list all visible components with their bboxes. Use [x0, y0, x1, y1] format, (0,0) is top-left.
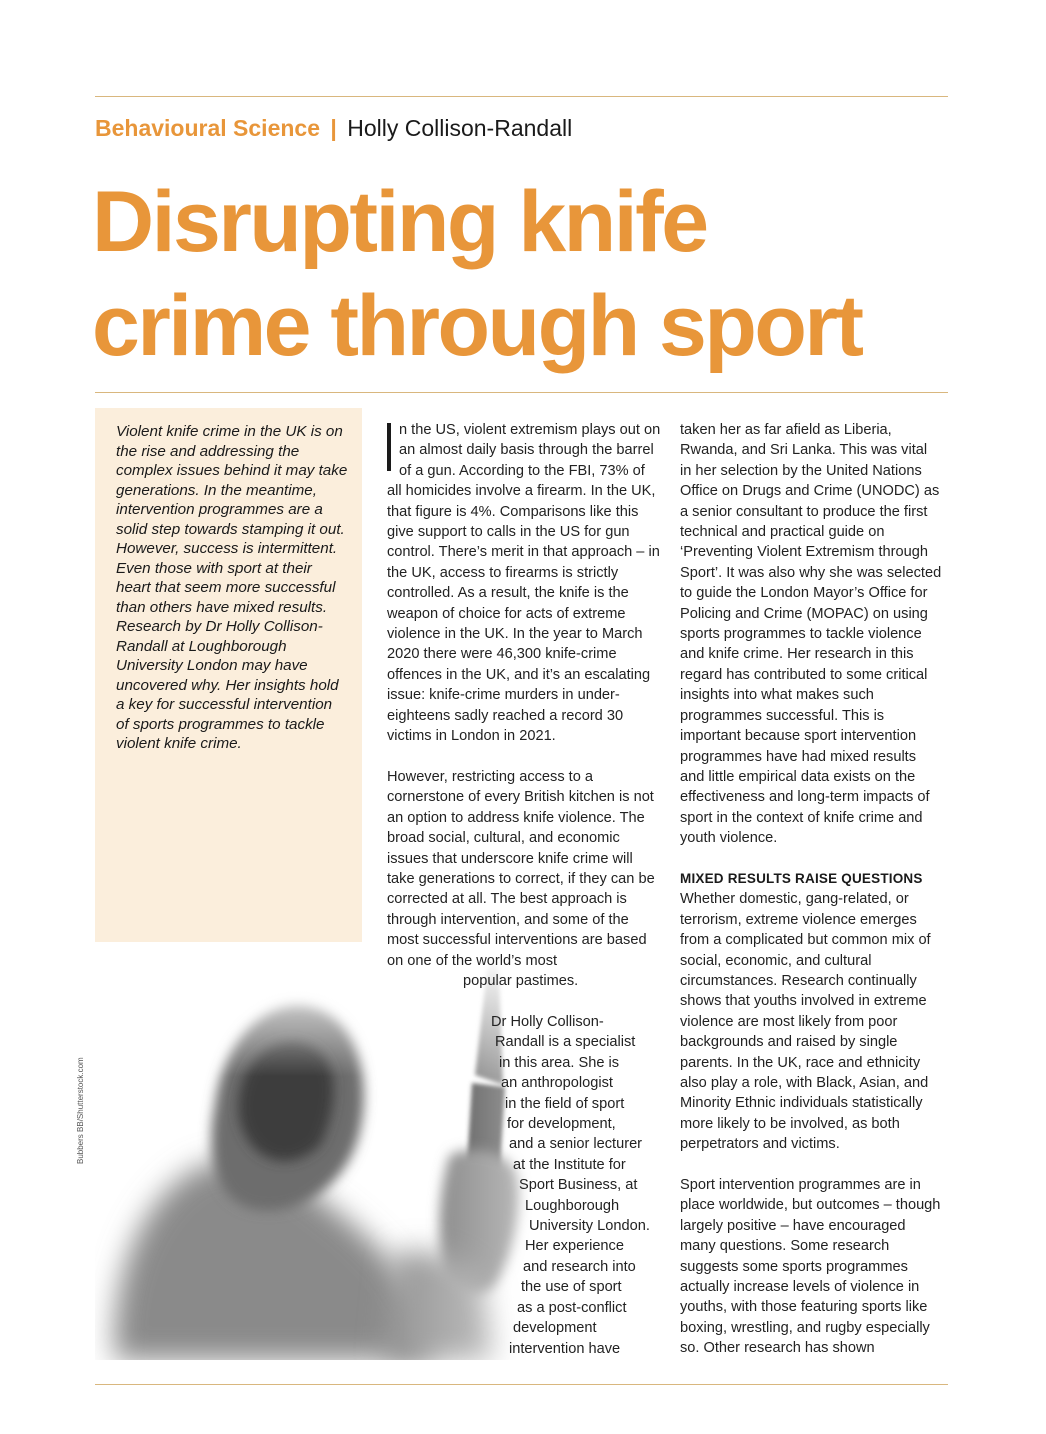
paragraph-1	[387, 420, 662, 747]
paragraph-3-line: and a senior lecturer	[509, 1136, 643, 1153]
article-column-2	[387, 420, 662, 991]
paragraph-3-line: for development,	[507, 1116, 616, 1133]
subheading: MIXED RESULTS RAISE QUESTIONS	[680, 870, 923, 886]
photo-credit	[76, 1044, 90, 1164]
bottom-rule	[95, 1384, 948, 1385]
paragraph-3-line: intervention have	[509, 1340, 621, 1357]
drop-cap-i	[387, 423, 391, 471]
kicker-separator: |	[330, 115, 337, 141]
paragraph-5: Whether domestic, gang-related, or terrorism, extreme violence emerges from a complicated but common mix of social, economic, and cultural circumstances. Research continually shows that youths involved in extreme violence are most likely from poor backgrounds and raised by single parents. In the UK, race and ethnicity also play a role, with Black, Asian, and Minority Ethnic individuals statistically more likely to be involved, as both perpetrators and victims.	[680, 891, 931, 1153]
paragraph-3-line: development	[513, 1320, 597, 1337]
paragraph-3-line: in the field of sport	[505, 1095, 625, 1112]
paragraph-3-line: as a post-conflict	[517, 1299, 627, 1316]
paragraph-1-text: n the US, violent extremism plays out on an almost daily basis through the barrel of a gun. According to the FBI, 73% of all homicides involve a firearm. In the UK, that figure is 4%. Comparisons like this give support to calls in the US for gun control. There’s merit in that approach – in the UK, access to firearms is strictly controlled. As a result, the knife is the weapon of choice for acts of extreme violence in the UK. In the year to March 2020 there were 46,300 knife-crime offences in the UK, and it’s an escalating issue: knife-crime murders in under-eighteens sadly reached a record 30 victims in London in 2021.	[387, 422, 661, 745]
paragraph-3-line: at the Institute for	[513, 1156, 626, 1173]
headline-rule	[95, 392, 948, 393]
paragraph-3-line: and research into	[523, 1258, 636, 1275]
paragraph-2-end: popular pastimes.	[463, 972, 579, 989]
headline-line-2: crime through sport	[92, 278, 862, 374]
paragraph-3-line: Dr Holly Collison-	[491, 1014, 604, 1030]
standfirst: Violent knife crime in the UK is on the rise and addressing the complex issues behind it may take generations. In the meantime, intervention programmes are a solid step towards stamping it out. However, success is intermittent. Even those with sport at their heart that seem more successful than others have mixed results. Research by Dr Holly Collison-Randall at Loughborough University London may have uncovered why. Her insights hold a key for successful intervention of sports programmes to tackle violent knife crime.	[116, 423, 348, 752]
headline	[92, 170, 972, 378]
paragraph-3	[387, 1012, 662, 1359]
section-label: Behavioural Science	[95, 115, 320, 141]
paragraph-3-line: Randall is a specialist	[495, 1034, 636, 1051]
paragraph-3-line: University London.	[529, 1218, 650, 1235]
paragraph-3-line: Her experience	[525, 1238, 624, 1255]
paragraph-2	[387, 767, 662, 971]
paragraph-3-line: the use of sport	[521, 1279, 622, 1296]
photo-credit-text: Bubbers BB/Shutterstock.com	[76, 1057, 85, 1164]
article-column-3	[680, 420, 942, 1379]
paragraph-2-text: However, restricting access to a cornerstone of every British kitchen is not an option to address knife violence. The broad social, cultural, and economic issues that underscore knife crime will take generations to correct, if they can be corrected at all. The best approach is through intervention, and some of the most successful interventions are based on one of the world’s most	[387, 768, 655, 969]
paragraph-4: taken her as far afield as Liberia, Rwanda, and Sri Lanka. This was vital in her selection by the United Nations Office on Drugs and Crime (UNODC) as a senior consultant to produce the first technical and practical guide on ‘Preventing Violent Extremism through Sport’. It was also why she was selected to guide the London Mayor’s Office for Policing and Crime (MOPAC) on using sports programmes to tackle violence and knife crime. Her research in this regard has contributed to some critical insights into what makes such programmes successful. This is important because sport intervention programmes have had mixed results and little empirical data exists on the effectiveness and long-term impacts of sport in the context of knife crime and youth violence.	[680, 422, 942, 847]
paragraph-3-line: in this area. She is	[499, 1054, 620, 1071]
top-rule	[95, 96, 948, 97]
kicker	[95, 114, 572, 142]
author-name: Holly Collison-Randall	[347, 115, 573, 141]
paragraph-3-line: Loughborough	[525, 1197, 620, 1214]
headline-line-1: Disrupting knife	[92, 174, 707, 270]
paragraph-3-line: an anthropologist	[501, 1075, 613, 1092]
paragraph-6: Sport intervention programmes are in place worldwide, but outcomes – though largely positive – have encouraged many questions. Some research suggests some sports programmes actually increase levels of violence in youths, with those featuring sports like boxing, wrestling, and rugby especially so. Other research has shown	[680, 1177, 941, 1357]
paragraph-3-line: Sport Business, at	[519, 1177, 638, 1194]
